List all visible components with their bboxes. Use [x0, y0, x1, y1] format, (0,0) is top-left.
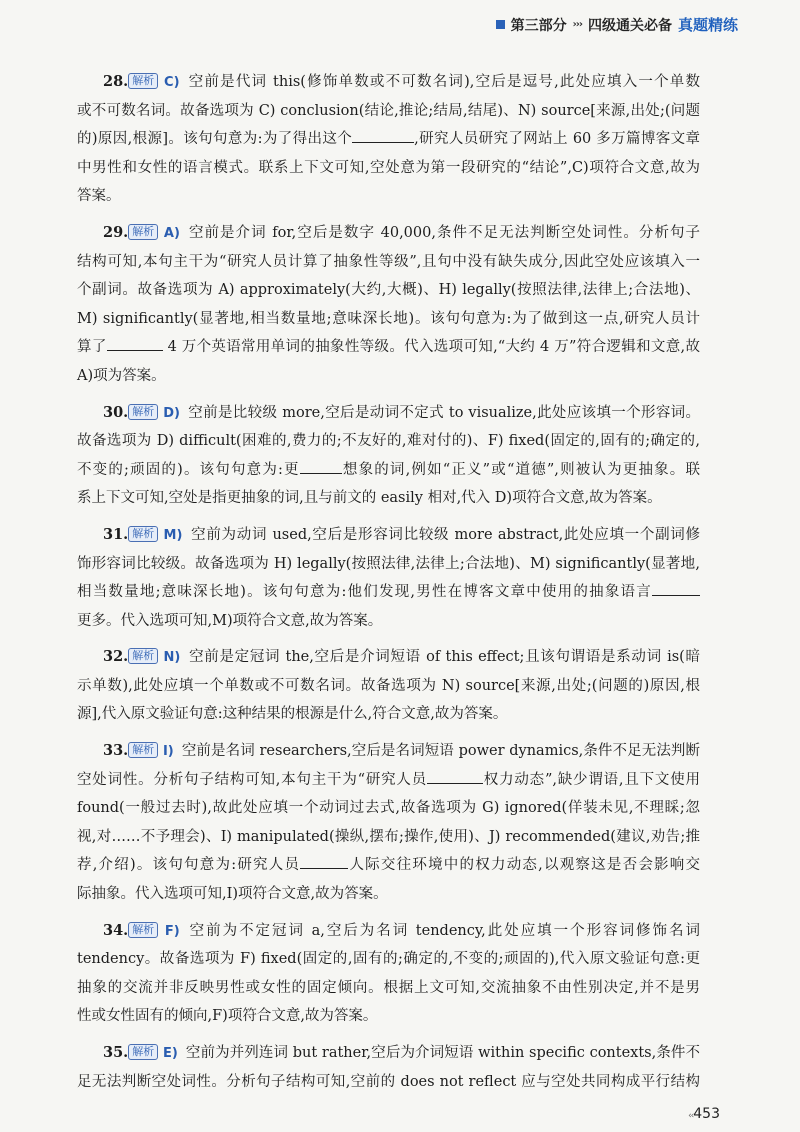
line-text: 或不可数名词。故备选项为 C) conclusion(结论,推论;结局,结尾)、N) source[来源,出处;(问题	[77, 102, 700, 119]
question-number: 32.	[103, 648, 129, 666]
analysis-badge: 解析	[128, 1044, 158, 1060]
analysis-badge: 解析	[128, 742, 158, 758]
question-number: 29.	[103, 223, 129, 241]
section-square-icon	[496, 20, 505, 29]
explanation-item	[77, 917, 700, 1031]
text-line	[77, 276, 700, 305]
question-number: 35.	[103, 1044, 129, 1061]
line-text: 性或女性固有的倾向,F)项符合文意,故为答案。	[77, 1008, 378, 1025]
header-arrows-icon: ›››	[572, 19, 582, 30]
line-text: 答案。	[77, 188, 121, 205]
text-line	[77, 1039, 700, 1068]
text-line	[77, 672, 700, 701]
text-line	[77, 700, 700, 729]
line-text: 相当数量地;意味深长地)。该句句意为:他们发现,男性在博客文章中使用的抽象语言	[77, 584, 652, 601]
question-number: 31.	[103, 525, 129, 543]
header-part: 第三部分	[510, 17, 567, 34]
explanation-item	[77, 521, 700, 635]
fill-blank	[352, 128, 414, 143]
question-number: 30.	[103, 403, 129, 421]
answer-letter: A)	[163, 225, 180, 241]
line-text: 故备选项为 D) difficult(困难的,费力的;不友好的,难对付的)、F) fixed(固定的,固有的;确定的,	[77, 433, 700, 450]
line-text: 空前是名词 researchers,空后是名词短语 power dynamics,条件不足无法判断	[181, 743, 701, 760]
header-section: 四级通关必备	[587, 17, 672, 34]
line-text: 系上下文可知,空处是指更抽象的词,且与前文的 easily 相对,代入 D)项符合文意,故为答案。	[77, 490, 662, 507]
text-line	[77, 456, 700, 485]
text-line	[77, 945, 700, 974]
line-text: found(一般过去时),故此处应填一个动词过去式,故备选项为 G) ignored(佯装未见,不理睬;忽	[77, 800, 700, 817]
line-text: 更多。代入选项可知,M)项符合文意,故为答案。	[77, 612, 383, 629]
line-text: 人际交往环境中的权力动态,以观察这是否会影响交	[348, 857, 700, 874]
analysis-badge: 解析	[128, 922, 158, 938]
text-line	[77, 97, 700, 126]
text-line	[77, 125, 700, 154]
text-line	[77, 643, 700, 672]
line-text: tendency。故备选项为 F) fixed(固定的,固有的;确定的,不变的;顽固的),代入原文验证句意:更	[77, 951, 700, 968]
answer-letter: N)	[163, 650, 181, 666]
answer-letter: D)	[163, 405, 180, 421]
text-line	[77, 737, 700, 766]
answer-letter: C)	[164, 75, 180, 90]
text-line	[77, 851, 700, 880]
text-line	[77, 974, 700, 1003]
line-text: 4 万个英语常用单词的抽象性等级。代入选项可知,“大约 4 万”符合逻辑和文意,故	[162, 339, 700, 356]
analysis-badge: 解析	[128, 526, 158, 542]
text-line	[77, 917, 700, 946]
text-line	[77, 154, 700, 183]
fill-blank	[300, 459, 342, 474]
line-text: 空前为并列连词 but rather,空后为介词短语 within specific contexts,条件不	[185, 1045, 701, 1061]
line-text: 空前为动词 used,空后是形容词比较级 more abstract,此处应填一个副词修	[190, 526, 700, 543]
line-text: 的)原因,根源]。该句句意为:为了得出这个	[77, 131, 353, 148]
answer-explanations	[77, 68, 700, 1104]
text-line	[77, 182, 700, 211]
fill-blank	[427, 769, 483, 784]
explanation-item	[77, 1039, 700, 1096]
analysis-badge: 解析	[128, 648, 158, 664]
fill-blank	[652, 581, 700, 596]
line-text: 空前为不定冠词 a,空后为名词 tendency,此处应填一个形容词修饰名词	[187, 922, 700, 939]
text-line	[77, 219, 700, 248]
page-number	[688, 1106, 720, 1122]
text-line	[77, 1068, 700, 1097]
line-text: 饰形容词比较级。故备选项为 H) legally(按照法律,法律上;合法地)、M) significantly(显著地,	[77, 555, 700, 572]
explanation-item	[77, 737, 700, 909]
line-text: 荐,介绍)。该句句意为:研究人员	[77, 857, 301, 874]
explanation-item	[77, 643, 700, 729]
line-text: 空前是介词 for,空后是数字 40,000,条件不足无法判断空处词性。分析句子	[187, 224, 701, 241]
line-text: 源],代入原文验证句意:这种结果的根源是什么,符合文意,故为答案。	[77, 706, 508, 723]
line-text: 空前是比较级 more,空后是动词不定式 to visualize,此处应该填一个形容词。	[187, 404, 700, 421]
text-line	[77, 248, 700, 277]
line-text: 际抽象。代入选项可知,I)项符合文意,故为答案。	[77, 886, 388, 903]
text-line	[77, 362, 700, 391]
answer-letter: E)	[162, 1046, 178, 1061]
line-text: 示单数),此处应填一个单数或不可数名词。故备选项为 N) source[来源,出处;(问题的)原因,根	[77, 677, 700, 694]
text-line	[77, 521, 700, 550]
text-line	[77, 68, 700, 97]
line-text: 视,对……不予理会)、I) manipulated(操纵,摆布;操作,使用)、J) recommended(建议,劝告;推	[77, 828, 700, 845]
line-text: 个副词。故备选项为 A) approximately(大约,大概)、H) legally(按照法律,法律上;合法地)、	[77, 282, 700, 299]
line-text: A)项为答案。	[77, 367, 166, 384]
line-text: 空前是代词 this(修饰单数或不可数名词),空后是逗号,此处应填入一个单数	[187, 74, 700, 90]
text-line	[77, 1002, 700, 1031]
text-line	[77, 823, 700, 852]
text-line	[77, 427, 700, 456]
answer-letter: F)	[164, 923, 180, 939]
explanation-item	[77, 219, 700, 391]
running-header	[496, 14, 738, 35]
text-line	[77, 550, 700, 579]
text-line	[77, 794, 700, 823]
line-text: M) significantly(显著地,相当数量地;意味深长地)。该句句意为:为了做到这一点,研究人员计	[77, 310, 700, 327]
text-line	[77, 578, 700, 607]
line-text: 想象的词,例如“正义”或“道德”,则被认为更抽象。联	[341, 461, 700, 478]
line-text: 空前是定冠词 the,空后是介词短语 of this effect;且该句谓语是系动词 is(暗	[188, 649, 701, 666]
explanation-item	[77, 68, 700, 211]
header-accent-title: 真题精练	[677, 16, 738, 34]
explanation-item	[77, 399, 700, 513]
text-line	[77, 484, 700, 513]
line-text: 足无法判断空处词性。分析句子结构可知,空前的 does not reflect 应与空处共同构成平行结构	[77, 1073, 700, 1090]
answer-letter: M)	[163, 527, 183, 543]
line-text: ,研究人员研究了网站上 60 多万篇博客文章	[414, 131, 700, 148]
analysis-badge: 解析	[128, 73, 158, 89]
text-line	[77, 607, 700, 636]
line-text: 算了	[77, 339, 107, 356]
page-number-value: 453	[693, 1106, 720, 1122]
line-text: 空处词性。分析句子结构可知,本句主干为“研究人员	[77, 771, 427, 788]
question-number: 33.	[103, 742, 129, 760]
page-marker-icon: ‹‹	[688, 1111, 694, 1121]
line-text: 不变的;顽固的)。该句句意为:更	[77, 461, 300, 478]
analysis-badge: 解析	[128, 404, 158, 420]
line-text: 抽象的交流并非反映男性或女性的固定倾向。根据上文可知,交流抽象不由性别决定,并不是男	[77, 979, 700, 996]
answer-letter: I)	[162, 744, 174, 760]
fill-blank	[300, 854, 348, 869]
line-text: 中男性和女性的语言模式。联系上下文可知,空处意为第一段研究的“结论”,C)项符合文意,故为	[77, 159, 700, 176]
question-number: 34.	[103, 921, 129, 939]
text-line	[77, 333, 700, 362]
text-line	[77, 399, 700, 428]
text-line	[77, 766, 700, 795]
text-line	[77, 880, 700, 909]
fill-blank	[107, 336, 163, 351]
line-text: 权力动态”,缺少谓语,且下文使用	[483, 771, 700, 788]
text-line	[77, 305, 700, 334]
question-number: 28.	[103, 73, 129, 90]
analysis-badge: 解析	[128, 224, 158, 240]
line-text: 结构可知,本句主干为“研究人员计算了抽象性等级”,且句中没有缺失成分,因此空处应该填入一	[77, 253, 700, 270]
